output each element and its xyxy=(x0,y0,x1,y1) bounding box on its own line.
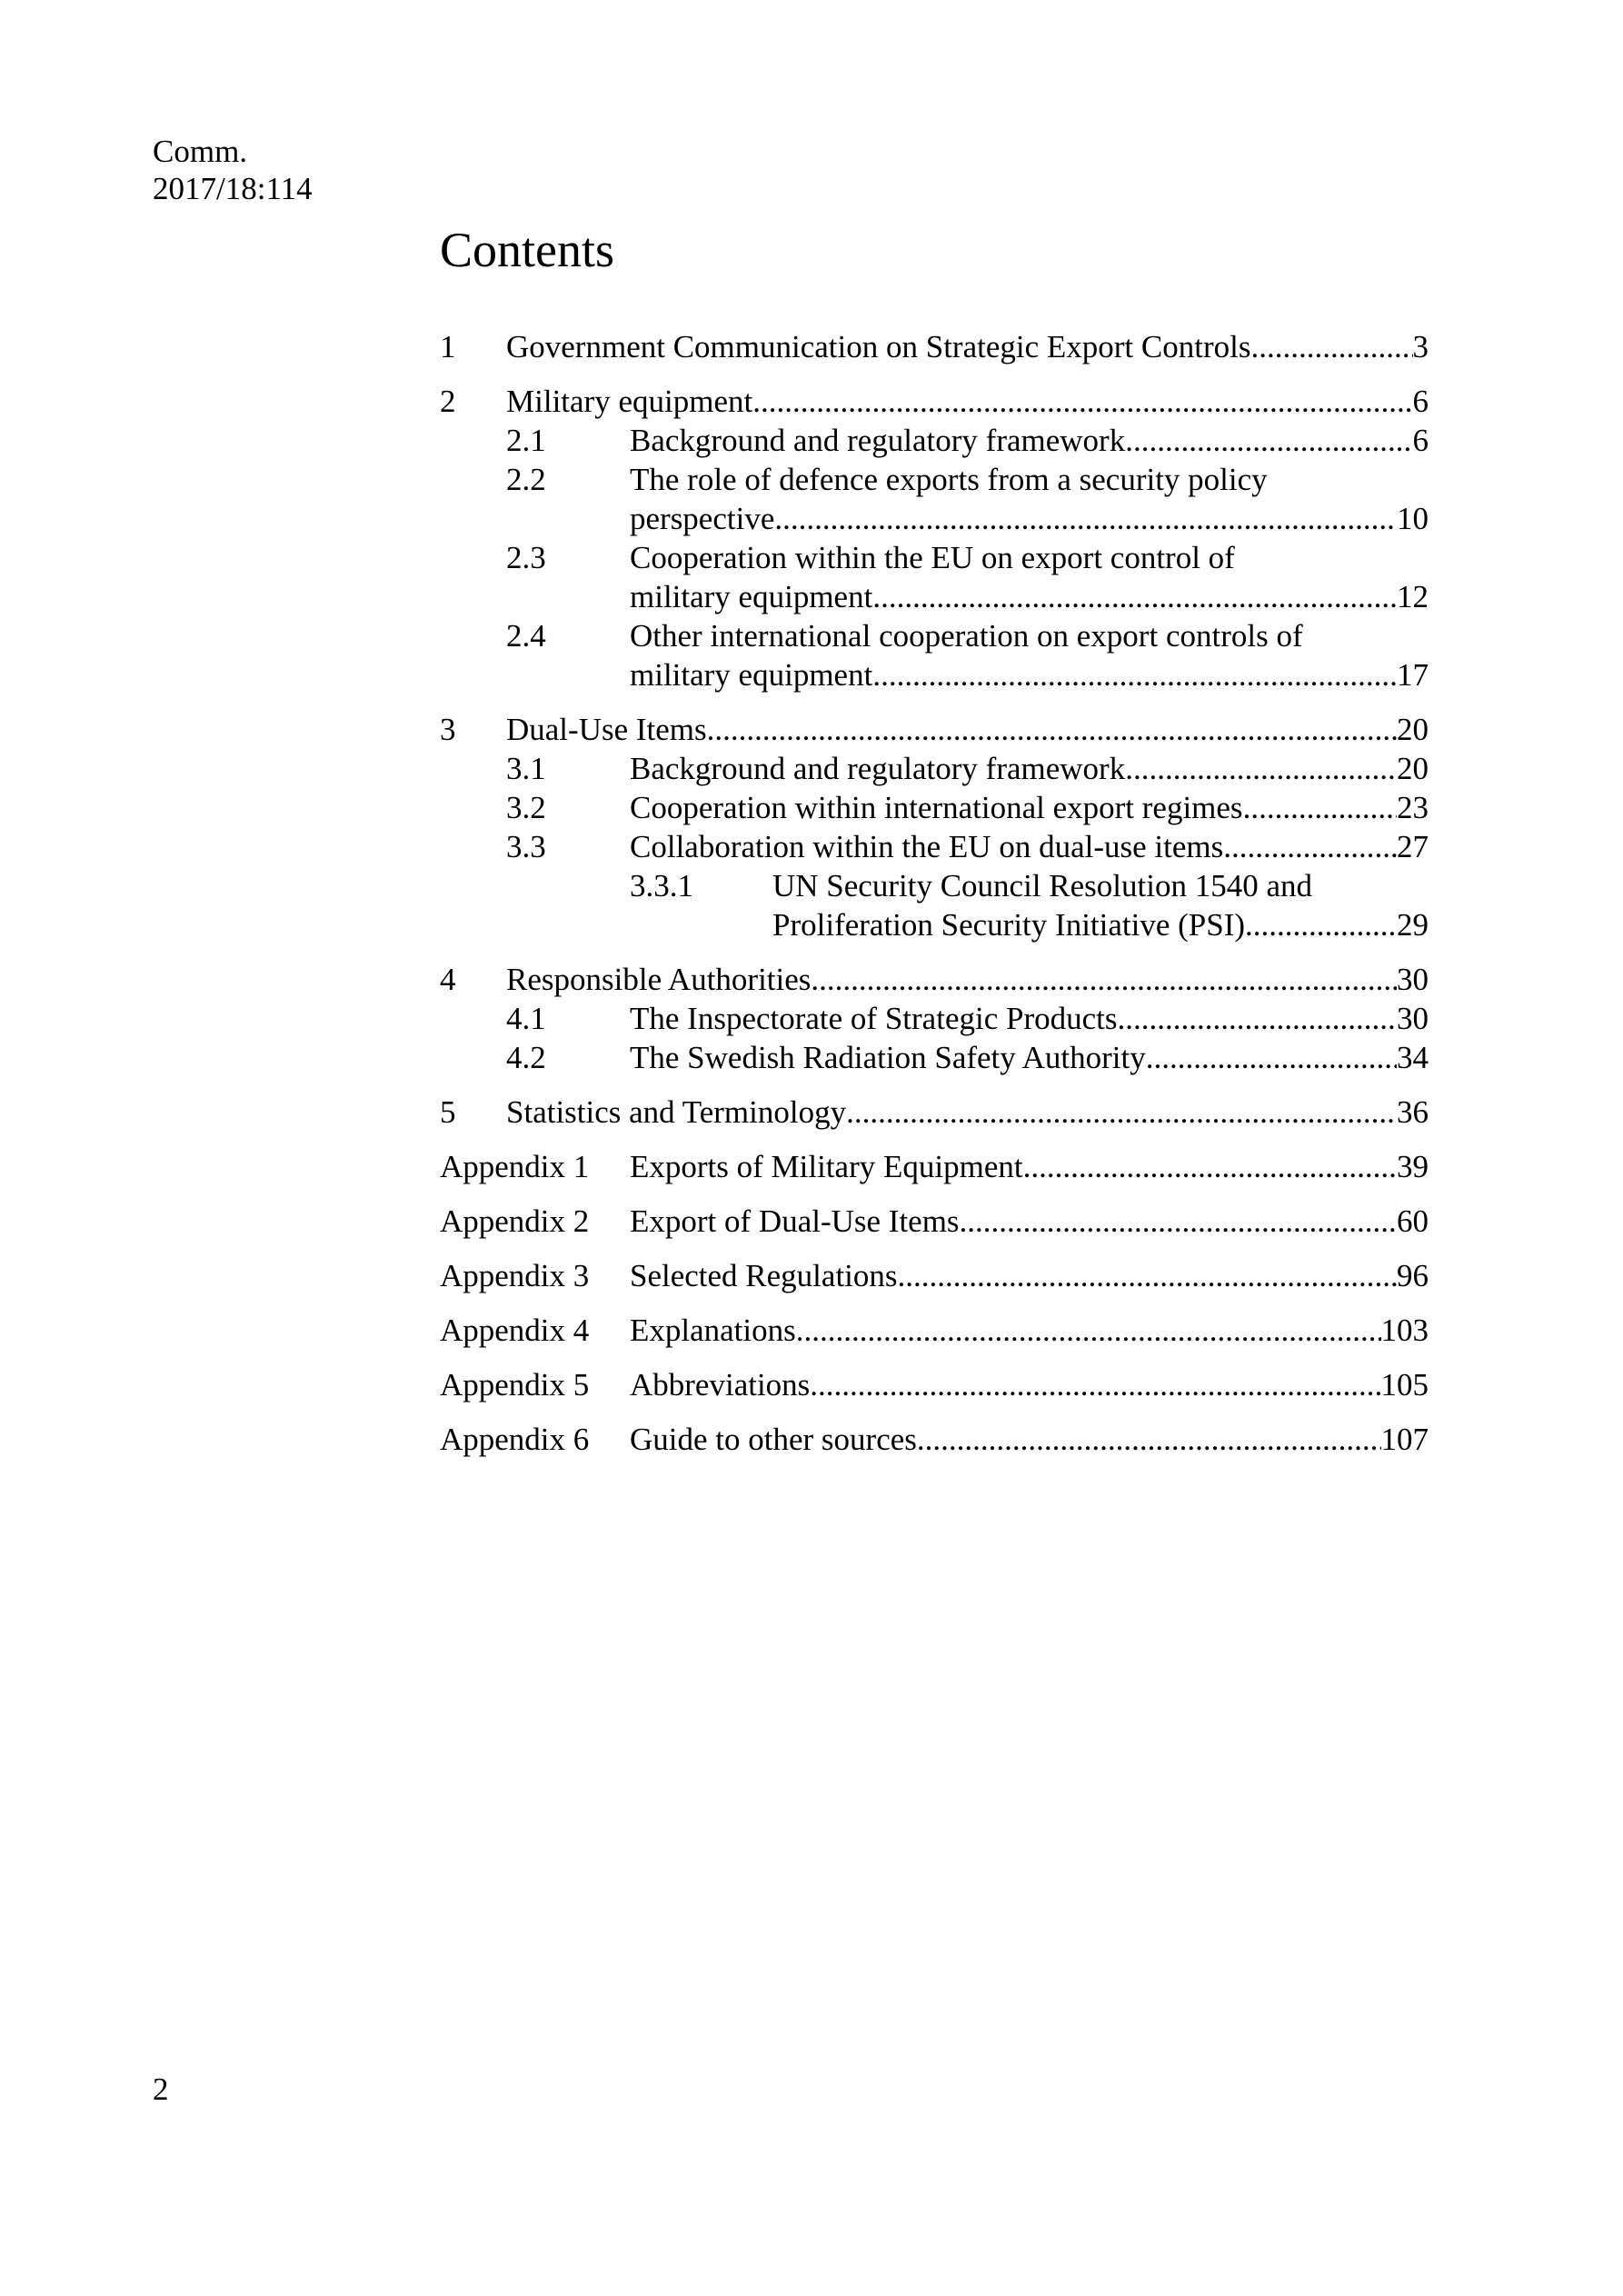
toc-title-line[interactable] xyxy=(630,749,1429,788)
toc-title-first-line: Other international cooperation on export controls of xyxy=(630,618,1303,654)
toc-title-first-line: UN Security Council Resolution 1540 and xyxy=(772,868,1312,903)
toc-title-line[interactable] xyxy=(506,710,1429,749)
toc-title: Explanations xyxy=(630,1313,796,1348)
toc-number: Appendix 2 xyxy=(440,1203,590,1239)
toc-entry-appendix-6[interactable] xyxy=(440,1420,1429,1459)
dot-leader xyxy=(1250,327,1412,366)
toc-title-line[interactable] xyxy=(630,1256,1429,1295)
page-title: Contents xyxy=(440,223,615,277)
toc-title-line[interactable] xyxy=(630,655,1429,694)
toc-page: 6 xyxy=(1412,384,1429,419)
toc-number: 3.3 xyxy=(506,829,546,864)
toc-title: perspective xyxy=(630,501,775,536)
toc-entry-3-3[interactable] xyxy=(440,827,1429,866)
dot-leader xyxy=(960,1202,1397,1241)
toc-page: 107 xyxy=(1380,1422,1429,1457)
toc-number: Appendix 3 xyxy=(440,1258,590,1293)
toc-entry-2-4[interactable] xyxy=(440,616,1429,655)
toc-entry-3[interactable] xyxy=(440,710,1429,749)
toc-title: Abbreviations xyxy=(630,1367,811,1403)
toc-title: Guide to other sources xyxy=(630,1422,917,1457)
dot-leader xyxy=(1146,1038,1397,1077)
toc-number: 5 xyxy=(440,1094,456,1130)
toc-number: Appendix 4 xyxy=(440,1313,590,1348)
dot-leader xyxy=(917,1420,1381,1459)
toc-title-line[interactable] xyxy=(506,327,1429,366)
toc-entry-2-1[interactable] xyxy=(440,421,1429,460)
toc-title-line[interactable] xyxy=(630,1420,1429,1459)
dot-leader xyxy=(811,960,1397,999)
toc-page: 30 xyxy=(1397,962,1429,997)
dot-leader xyxy=(898,1256,1397,1295)
table-of-contents xyxy=(440,327,1429,1459)
toc-title-line[interactable] xyxy=(630,999,1429,1038)
toc-title: military equipment xyxy=(630,657,873,693)
dot-leader xyxy=(1023,1147,1397,1186)
dot-leader xyxy=(872,577,1397,616)
toc-number: 3.2 xyxy=(506,790,546,825)
toc-title: Proliferation Security Initiative (PSI) xyxy=(772,907,1246,943)
toc-number: 2 xyxy=(440,384,456,419)
reference-line-2: 2017/18:114 xyxy=(153,171,313,206)
toc-page: 3 xyxy=(1412,329,1429,364)
toc-number: 4.1 xyxy=(506,1001,546,1036)
toc-page: 34 xyxy=(1397,1040,1429,1075)
dot-leader xyxy=(1125,421,1412,460)
toc-title: Collaboration within the EU on dual-use items xyxy=(630,829,1224,864)
toc-page: 10 xyxy=(1397,501,1429,536)
toc-entry-appendix-1[interactable] xyxy=(440,1147,1429,1186)
toc-title-line[interactable] xyxy=(630,577,1429,616)
dot-leader xyxy=(872,655,1397,694)
toc-entry-2[interactable] xyxy=(440,382,1429,421)
toc-number: 2.1 xyxy=(506,423,546,458)
toc-number: Appendix 6 xyxy=(440,1422,590,1457)
dot-leader xyxy=(796,1311,1381,1350)
toc-page: 60 xyxy=(1397,1203,1429,1239)
toc-page: 12 xyxy=(1397,579,1429,614)
dot-leader xyxy=(1125,749,1397,788)
toc-entry-4-1[interactable] xyxy=(440,999,1429,1038)
toc-title-line[interactable] xyxy=(630,788,1429,827)
toc-title-line[interactable] xyxy=(630,421,1429,460)
toc-title-line[interactable] xyxy=(506,960,1429,999)
toc-page: 29 xyxy=(1397,907,1429,943)
document-reference xyxy=(153,133,313,207)
toc-entry-2-4-continued[interactable] xyxy=(440,655,1429,694)
toc-number: 3.1 xyxy=(506,751,546,786)
dot-leader xyxy=(774,499,1397,538)
dot-leader xyxy=(752,382,1412,421)
toc-title: Background and regulatory framework xyxy=(630,751,1126,786)
toc-entry-2-3-continued[interactable] xyxy=(440,577,1429,616)
toc-entry-5[interactable] xyxy=(440,1093,1429,1132)
dot-leader xyxy=(1245,905,1397,944)
toc-title-line[interactable] xyxy=(630,1202,1429,1241)
toc-entry-3-2[interactable] xyxy=(440,788,1429,827)
toc-page: 103 xyxy=(1380,1313,1429,1348)
toc-number: 4.2 xyxy=(506,1040,546,1075)
toc-title: Selected Regulations xyxy=(630,1258,898,1293)
toc-title: The Swedish Radiation Safety Authority xyxy=(630,1040,1146,1075)
toc-title: Export of Dual-Use Items xyxy=(630,1203,960,1239)
dot-leader xyxy=(707,710,1397,749)
toc-number: Appendix 5 xyxy=(440,1367,590,1403)
dot-leader xyxy=(1223,827,1397,866)
toc-title-line[interactable] xyxy=(630,499,1429,538)
dot-leader xyxy=(1243,788,1397,827)
toc-number: 3.3.1 xyxy=(630,868,693,903)
toc-number: Appendix 1 xyxy=(440,1149,590,1184)
toc-page: 30 xyxy=(1397,1001,1429,1036)
toc-title-line[interactable] xyxy=(630,1038,1429,1077)
toc-entry-appendix-3[interactable] xyxy=(440,1256,1429,1295)
toc-entry-2-3[interactable] xyxy=(440,538,1429,577)
toc-number: 1 xyxy=(440,329,456,364)
toc-title: Exports of Military Equipment xyxy=(630,1149,1023,1184)
toc-page: 6 xyxy=(1412,423,1429,458)
toc-number: 4 xyxy=(440,962,456,997)
toc-page: 20 xyxy=(1397,712,1429,747)
toc-entry-appendix-5[interactable] xyxy=(440,1365,1429,1404)
toc-title: Dual-Use Items xyxy=(506,712,707,747)
toc-title: Statistics and Terminology xyxy=(506,1094,847,1130)
toc-number: 3 xyxy=(440,712,456,747)
toc-title: military equipment xyxy=(630,579,873,614)
toc-title-line[interactable] xyxy=(630,1311,1429,1350)
toc-entry-4-2[interactable] xyxy=(440,1038,1429,1077)
toc-title-line[interactable] xyxy=(630,827,1429,866)
toc-number: 2.4 xyxy=(506,618,546,654)
toc-entry-2-2[interactable] xyxy=(440,460,1429,499)
toc-entry-3-1[interactable] xyxy=(440,749,1429,788)
toc-page: 23 xyxy=(1397,790,1429,825)
toc-title: Responsible Authorities xyxy=(506,962,812,997)
toc-entry-4[interactable] xyxy=(440,960,1429,999)
toc-title: Military equipment xyxy=(506,384,753,419)
dot-leader xyxy=(846,1093,1397,1132)
toc-page: 17 xyxy=(1397,657,1429,693)
toc-title-line[interactable] xyxy=(630,1147,1429,1186)
toc-page: 27 xyxy=(1397,829,1429,864)
toc-title-first-line: The role of defence exports from a security policy xyxy=(630,462,1268,497)
page-number: 2 xyxy=(153,2071,169,2107)
dot-leader xyxy=(1117,999,1397,1038)
toc-number: 2.2 xyxy=(506,462,546,497)
toc-title: Cooperation within international export regimes xyxy=(630,790,1243,825)
toc-entry-2-2-continued[interactable] xyxy=(440,499,1429,538)
toc-page: 105 xyxy=(1380,1367,1429,1403)
toc-title-line[interactable] xyxy=(772,905,1429,944)
toc-entry-appendix-4[interactable] xyxy=(440,1311,1429,1350)
toc-number: 2.3 xyxy=(506,540,546,575)
toc-title-line[interactable] xyxy=(506,1093,1429,1132)
toc-title: Background and regulatory framework xyxy=(630,423,1126,458)
toc-title: Government Communication on Strategic Export Controls xyxy=(506,329,1251,364)
toc-page: 20 xyxy=(1397,751,1429,786)
toc-title-line[interactable] xyxy=(506,382,1429,421)
toc-entry-3-3-1[interactable] xyxy=(440,866,1429,905)
toc-entry-1[interactable] xyxy=(440,327,1429,366)
toc-title-first-line: Cooperation within the EU on export control of xyxy=(630,540,1235,575)
toc-entry-appendix-2[interactable] xyxy=(440,1202,1429,1241)
reference-line-1: Comm. xyxy=(153,134,248,169)
toc-page: 96 xyxy=(1397,1258,1429,1293)
dot-leader xyxy=(810,1365,1380,1404)
toc-entry-3-3-1-continued[interactable] xyxy=(440,905,1429,944)
toc-page: 36 xyxy=(1397,1094,1429,1130)
toc-title: The Inspectorate of Strategic Products xyxy=(630,1001,1118,1036)
toc-page: 39 xyxy=(1397,1149,1429,1184)
toc-title-line[interactable] xyxy=(630,1365,1429,1404)
